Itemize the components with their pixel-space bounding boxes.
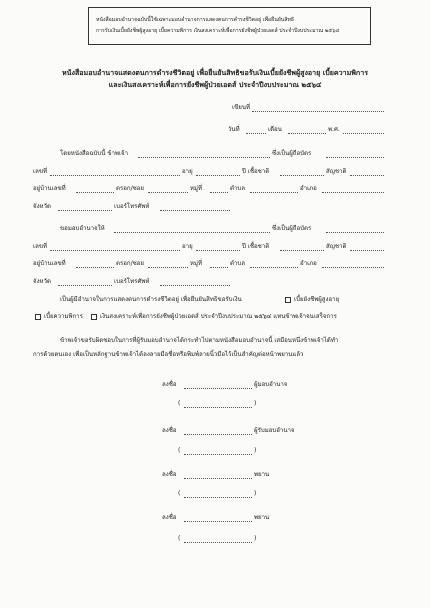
- grantor-amphoe-label: อำเภอ: [300, 185, 317, 192]
- grantee-race-label: ปี เชื้อชาติ: [242, 243, 270, 250]
- header-note-line-1: หนังสือมอบอำนาจฉบับนี้ใช้เฉพาะมอบอำนาจการแสดงตนการดำรงชีวิตอยู่ เพื่อยืนยันสิทธิ: [96, 17, 295, 23]
- grantee-signature-field[interactable]: [184, 434, 252, 435]
- grantee-id-label: เลขที่: [33, 243, 47, 250]
- witness2-role-label: พยาน: [254, 514, 270, 521]
- grantee-amphoe-field[interactable]: [322, 267, 384, 268]
- declaration-line-1: ข้าพเจ้าขอรับผิดชอบในการที่ผู้รับมอบอำนาจได้กระทำไปตามหนังสือมอบอำนาจนี้ เสมือนหนึ่งข้าพเจ้าได้ทำ: [60, 337, 339, 344]
- grantee-holder-label: ซึ่งเป็นผู้ถือบัตร: [272, 225, 312, 232]
- grantor-tambon-label: ตำบล: [230, 185, 245, 192]
- grantor-province-label: จังหวัด: [33, 203, 51, 210]
- witness1-signature-field[interactable]: [184, 478, 252, 479]
- grantee-name-open-paren: (: [178, 447, 181, 454]
- grantor-alley-label: ตรอก/ซอย: [116, 185, 144, 192]
- grantor-address-label: อยู่บ้านเลขที่: [33, 185, 66, 192]
- date-label: วันที่: [228, 126, 240, 133]
- grantor-phone-field[interactable]: [160, 210, 230, 211]
- disability-allowance-label: เบี้ยความพิการ: [44, 313, 83, 320]
- document-title-line-1: หนังสือมอบอำนาจแสดงตนการดำรงชีวิตอยู่ เพื่อยืนยันสิทธิขอรับเงินเบี้ยยังชีพผู้สูงอายุ เบี้ยความพิการ: [61, 68, 369, 77]
- grantor-age-field[interactable]: [196, 175, 240, 176]
- month-field[interactable]: [288, 133, 326, 134]
- grantee-sign-label: ลงชื่อ: [162, 427, 177, 434]
- grantor-race-label: ปี เชื้อชาติ: [242, 168, 270, 175]
- grantor-moo-label: หมู่ที่: [190, 185, 203, 192]
- grantor-tambon-field[interactable]: [250, 192, 298, 193]
- grantee-role-label: ผู้รับมอบอำนาจ: [254, 427, 295, 434]
- grantor-phone-label: เบอร์โทรศัพท์: [114, 203, 150, 210]
- written-at-label: เขียนที่: [232, 104, 251, 111]
- grantee-tambon-field[interactable]: [250, 267, 298, 268]
- grantor-name-open-paren: (: [178, 400, 181, 407]
- grantee-alley-field[interactable]: [148, 267, 188, 268]
- grantor-age-label: อายุ: [182, 168, 193, 175]
- witness1-name-close-paren: ): [254, 490, 257, 497]
- written-at-field[interactable]: [252, 111, 384, 112]
- elderly-allowance-label: เบี้ยยังชีพผู้สูงอายุ: [294, 296, 340, 303]
- document-title-line-2: และเงินสงเคราะห์เพื่อการยังชีพผู้ป่วยเอดส์ ประจำปีงบประมาณ ๒๕๖๔: [108, 80, 322, 89]
- header-note-box: [88, 7, 371, 45]
- grantee-nationality-field[interactable]: [350, 250, 384, 251]
- elderly-allowance-checkbox[interactable]: [285, 297, 291, 303]
- grantee-address-label: อยู่บ้านเลขที่: [33, 260, 66, 267]
- grantee-alley-label: ตรอก/ซอย: [116, 260, 144, 267]
- grantor-name-close-paren: ): [254, 400, 257, 407]
- grantor-card-type-field[interactable]: [326, 157, 384, 158]
- grantee-printed-name-field[interactable]: [184, 454, 252, 455]
- grantor-id-label: เลขที่: [33, 168, 47, 175]
- grantee-phone-field[interactable]: [160, 285, 230, 286]
- grantee-name-field[interactable]: [114, 232, 270, 233]
- grantor-amphoe-field[interactable]: [322, 192, 384, 193]
- grantee-moo-label: หมู่ที่: [190, 260, 203, 267]
- year-label: พ.ศ.: [328, 126, 340, 133]
- grantee-province-field[interactable]: [58, 285, 112, 286]
- grantee-moo-field[interactable]: [210, 267, 228, 268]
- grantee-tambon-label: ตำบล: [230, 260, 245, 267]
- grantor-nationality-field[interactable]: [350, 175, 384, 176]
- grantee-intro: ขอมอบอำนาจให้: [60, 225, 105, 232]
- grantor-alley-field[interactable]: [148, 192, 188, 193]
- witness2-name-open-paren: (: [178, 535, 181, 542]
- witness2-sign-label: ลงชื่อ: [162, 514, 177, 521]
- grantee-id-field[interactable]: [50, 250, 180, 251]
- header-note-line-2: การรับเงินเบี้ยยังชีพผู้สูงอายุ เบี้ยความพิการ เงินสงเคราะห์เพื่อการยังชีพผู้ป่วยเอดส์ ประจำปีงบประมาณ ๒๕๖๔: [96, 28, 340, 34]
- grantor-name-field[interactable]: [138, 157, 270, 158]
- purpose-line-1: เป็นผู้มีอำนาจในการแสดงตนการดำรงชีวิตอยู่ เพื่อยืนยันสิทธิขอรับเงิน: [60, 296, 242, 303]
- grantee-race-field[interactable]: [280, 250, 324, 251]
- year-field[interactable]: [343, 133, 384, 134]
- witness2-name-close-paren: ): [254, 535, 257, 542]
- witness1-role-label: พยาน: [254, 471, 270, 478]
- grantee-phone-label: เบอร์โทรศัพท์: [114, 278, 150, 285]
- witness2-printed-name-field[interactable]: [184, 542, 252, 543]
- grantee-age-field[interactable]: [196, 250, 240, 251]
- grantor-nationality-label: สัญชาติ: [326, 168, 347, 175]
- grantor-intro: โดยหนังสือฉบับนี้ ข้าพเจ้า: [60, 150, 129, 157]
- witness1-sign-label: ลงชื่อ: [162, 471, 177, 478]
- witness1-name-open-paren: (: [178, 490, 181, 497]
- grantor-id-field[interactable]: [50, 175, 180, 176]
- grantee-name-close-paren: ): [254, 447, 257, 454]
- purpose-line-2: เงินสงเคราะห์เพื่อการยังชีพผู้ป่วยเอดส์ ประจำปีงบประมาณ ๒๕๖๔ แทนข้าพเจ้าจนเสร็จการ: [100, 313, 337, 320]
- grantee-age-label: อายุ: [182, 243, 193, 250]
- grantor-printed-name-field[interactable]: [184, 407, 252, 408]
- grantor-province-field[interactable]: [58, 210, 112, 211]
- grantor-role-label: ผู้มอบอำนาจ: [254, 381, 288, 388]
- month-label: เดือน: [268, 126, 282, 133]
- aids-welfare-checkbox[interactable]: [91, 314, 97, 320]
- disability-allowance-checkbox[interactable]: [35, 314, 41, 320]
- witness2-signature-field[interactable]: [184, 521, 252, 522]
- grantor-address-field[interactable]: [76, 192, 114, 193]
- witness1-printed-name-field[interactable]: [184, 497, 252, 498]
- grantee-amphoe-label: อำเภอ: [300, 260, 317, 267]
- grantor-race-field[interactable]: [280, 175, 324, 176]
- grantor-signature-field[interactable]: [184, 388, 252, 389]
- date-field[interactable]: [246, 133, 266, 134]
- grantee-card-type-field[interactable]: [326, 232, 384, 233]
- grantee-address-field[interactable]: [76, 267, 114, 268]
- grantor-holder-label: ซึ่งเป็นผู้ถือบัตร: [272, 150, 312, 157]
- declaration-line-2: การด้วยตนเอง เพื่อเป็นหลักฐานข้าพเจ้าได้ลงลายมือชื่อหรือพิมพ์ลายนิ้วมือไว้เป็นสำคัญต่อหน้าพยานแล้ว: [33, 351, 304, 358]
- grantor-sign-label: ลงชื่อ: [162, 381, 177, 388]
- grantor-moo-field[interactable]: [210, 192, 228, 193]
- grantee-province-label: จังหวัด: [33, 278, 51, 285]
- grantee-nationality-label: สัญชาติ: [326, 243, 347, 250]
